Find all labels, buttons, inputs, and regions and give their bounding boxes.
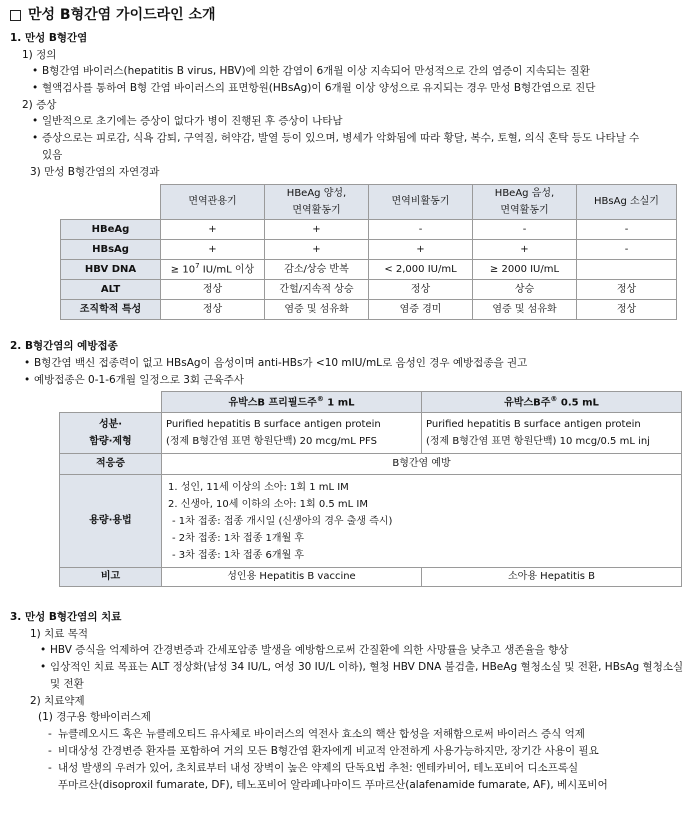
list-item: • B형간염 바이러스(hepatitis B virus, HBV)에 의한 감염이 6개월 이상 지속되어 만성적으로 간의 염증이 지속되는 질환 — [32, 65, 590, 77]
table-row: HBsAg + + + + - — [61, 240, 677, 260]
treatment-goal-heading: 1) 치료 목적 — [30, 628, 89, 640]
column-header: 면역비활동기 — [369, 185, 473, 220]
section-2-heading: 2. B형간염의 예방접종 — [10, 340, 118, 352]
list-item: • B형간염 백신 접종력이 없고 HBsAg이 음성이며 anti-HBs가 <10 mIU/mL로 음성인 경우 예방접종을 권고 — [24, 357, 528, 369]
document-title: 만성 B형간염 가이드라인 소개 — [10, 6, 689, 24]
column-header: HBeAg 음성, 면역활동기 — [473, 185, 577, 220]
list-item: • 일반적으로 초기에는 증상이 없다가 병이 진행된 후 증상이 나타남 — [32, 115, 343, 127]
table-header-row — [60, 392, 682, 413]
list-item-continuation: 있음 — [42, 149, 63, 161]
list-item: • 예방접종은 0-1-6개월 일정으로 3회 근육주사 — [24, 374, 244, 386]
table-row: 조직학적 특성 정상 염증 및 섬유화 염증 경미 염증 및 섬유화 정상 — [61, 300, 677, 320]
table-row: 용량·용법 1. 성인, 11세 이상의 소아: 1회 1 mL IM 2. 신생아, 10세 이하의 소아: 1회 0.5 mL IM - 1차 접종: 접종 개시일 (신생아의 경우 출생 즉시) - 2차 접종: 1차 접종 1개월 후 - 3차 접종: 1차 접종 6개월 후 — [60, 475, 682, 568]
list-item: - 내성 발생의 우려가 있어, 초치료부터 내성 장벽이 높은 약제의 단독요법 추천: 엔테카비어, 테노포비어 디소프록실 — [48, 762, 579, 774]
column-header: HBsAg 소실기 — [577, 185, 677, 220]
table-row: HBeAg + + - - - — [61, 220, 677, 240]
symptom-heading: 2) 증상 — [22, 99, 57, 111]
column-header: 유박스B 프리필드주® 1 mL — [162, 392, 422, 413]
list-item: • 증상으로는 피로감, 식욕 감퇴, 구역질, 허약감, 발열 등이 있으며, 병세가 악화됨에 따라 황달, 복수, 토혈, 의식 혼탁 등도 나타날 수 — [32, 132, 640, 144]
list-item-continuation: 푸마르산(disoproxil fumarate, DF), 테노포비어 알라페나마이드 푸마르산(alafenamide fumarate, AF), 베시포비어 — [58, 779, 608, 791]
natural-course-table — [60, 184, 677, 320]
vaccine-table — [59, 391, 682, 587]
column-header: HBeAg 양성, 면역활동기 — [265, 185, 369, 220]
section-3-heading: 3. 만성 B형간염의 치료 — [10, 611, 122, 623]
table-header-row — [61, 185, 677, 220]
list-item: • 임상적인 치료 목표는 ALT 정상화(남성 34 IU/L, 여성 30 IU/L 이하), 혈청 HBV DNA 불검출, HBeAg 혈청소실 및 전환, HBsAg 혈청소실 — [40, 661, 684, 673]
table-row: 비고 성인용 Hepatitis B vaccine 소아용 Hepatitis B — [60, 568, 682, 587]
table-row: ALT 정상 간헐/지속적 상승 정상 상승 정상 — [61, 280, 677, 300]
column-header: 유박스B주® 0.5 mL — [422, 392, 682, 413]
table-row: HBV DNA ≥ $10^7$ IU/mL 이상 감소/상승 반복 < 2,000 IU/mL ≥ 2000 IU/mL — [61, 260, 677, 280]
list-item-continuation: 및 전환 — [50, 678, 84, 690]
list-item: - 뉴클레오시드 혹은 뉴클레오티드 유사체로 바이러스의 역전사 효소의 핵산 합성을 저해함으로써 바이러스 증식 억제 — [48, 728, 585, 740]
list-item: • 혈액검사를 통하여 B형 간염 바이러스의 표면항원(HBsAg)이 6개월 이상 양성으로 유지되는 경우 만성 B형간염으로 진단 — [32, 82, 596, 94]
table-row: 성분· 함량·제형 Purified hepatitis B surface antigen protein (정제 B형간염 표면 항원단백) 20 mcg/mL PFS Purified hepatitis B surface antigen protein (정제 B형간염 표면 항원단백) 10 mcg/0.5 mL inj — [60, 413, 682, 454]
drug-heading: 2) 치료약제 — [30, 695, 85, 707]
list-item: • HBV 증식을 억제하여 간경변증과 간세포암종 발생을 예방함으로써 간질환에 의한 사망률을 낮추고 생존율을 향상 — [40, 644, 569, 656]
list-item: - 비대상성 간경변증 환자를 포함하여 거의 모든 B형간염 환자에게 비교적 안전하게 사용가능하지만, 장기간 사용이 필요 — [48, 745, 599, 757]
table-row: 적응증 B형간염 예방 — [60, 454, 682, 475]
square-bullet-icon — [10, 10, 21, 21]
definition-heading: 1) 정의 — [22, 49, 57, 61]
column-header: 면역관용기 — [161, 185, 265, 220]
natural-course-heading: 3) 만성 B형간염의 자연경과 — [30, 166, 160, 178]
oral-antiviral-heading: (1) 경구용 항바이러스제 — [38, 711, 151, 723]
section-1-heading: 1. 만성 B형간염 — [10, 32, 88, 44]
